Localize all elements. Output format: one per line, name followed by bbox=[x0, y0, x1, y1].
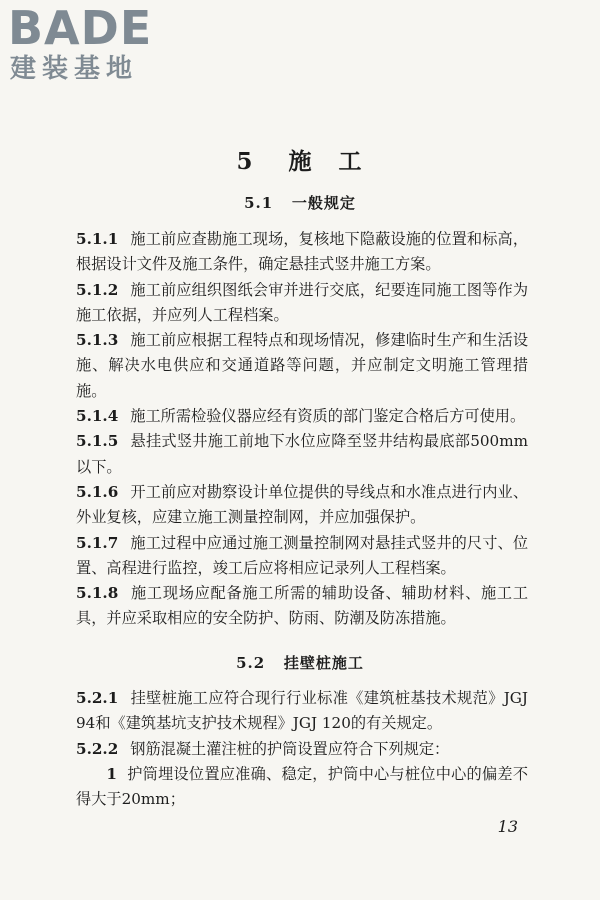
clause-number: 5.1.3 bbox=[76, 331, 119, 350]
clause-5-2-1 bbox=[76, 686, 528, 737]
clause-text: 钢筋混凝土灌注桩的护筒设置应符合下列规定： bbox=[130, 739, 450, 758]
clause-number: 5.1.2 bbox=[76, 280, 119, 299]
page-number: 13 bbox=[497, 817, 518, 836]
clause-number: 5.1.1 bbox=[76, 230, 119, 248]
clause-5-1-7 bbox=[76, 531, 528, 582]
logo-text-en: BADE bbox=[8, 1, 153, 55]
clause-5-1-5 bbox=[76, 429, 528, 480]
clause-5-1-3 bbox=[76, 328, 528, 404]
clause-number: 5.1.5 bbox=[76, 432, 119, 451]
section-number: 5.2 bbox=[236, 654, 266, 672]
logo bbox=[8, 1, 178, 88]
section-5-1-clauses bbox=[76, 227, 528, 632]
clause-number: 5.2.2 bbox=[76, 739, 119, 758]
chapter-name: 施 工 bbox=[288, 148, 364, 175]
section-title-5-2 bbox=[0, 652, 600, 673]
clause-5-2-2 bbox=[76, 737, 528, 762]
clause-text: 施工过程中应通过施工测量控制网对悬挂式竖井的尺寸、位置、高程进行监控，竣工后应将相应记录列人工程档案。 bbox=[76, 533, 528, 577]
chapter-number: 5 bbox=[236, 148, 255, 175]
section-name: 一般规定 bbox=[291, 194, 356, 212]
clause-text: 施工所需检验仪器应经有资质的部门鉴定合格后方可使用。 bbox=[130, 407, 526, 426]
clause-text: 开工前应对勘察设计单位提供的导线点和水准点进行内业、外业复核，应建立施工测量控制网，并应加强保护。 bbox=[76, 482, 528, 527]
clause-text: 施工前应组织图纸会审并进行交底，纪要连同施工图等作为施工依据，并应列人工程档案。 bbox=[76, 280, 528, 324]
section-5-2-clauses bbox=[76, 686, 528, 812]
section-title-5-1 bbox=[0, 192, 600, 213]
clause-5-1-8 bbox=[76, 581, 528, 632]
clause-5-1-2 bbox=[76, 278, 528, 329]
clause-text: 施工前应根据工程特点和现场情况，修建临时生产和生活设施、解决水电供应和交通道路等问题，并应制定文明施工管理措施。 bbox=[76, 331, 528, 400]
logo-text-cn: 建装基地 bbox=[10, 54, 139, 84]
clause-5-2-2-item-1 bbox=[76, 762, 528, 813]
section-name: 挂壁桩施工 bbox=[283, 654, 364, 672]
clause-5-1-1 bbox=[76, 227, 528, 278]
clause-text: 护筒埋设位置应准确、稳定，护筒中心与桩位中心的偏差不得大于20mm； bbox=[76, 764, 528, 809]
clause-text: 挂壁桩施工应符合现行行业标准《建筑桩基技术规范》JGJ 94和《建筑基坑支护技术规程》JGJ 120的有关规定。 bbox=[76, 689, 528, 733]
clause-number: 5.1.6 bbox=[76, 482, 119, 501]
clause-number: 5.2.1 bbox=[76, 689, 119, 707]
clause-number: 5.1.7 bbox=[76, 533, 119, 552]
clause-text: 施工前应查勘施工现场，复核地下隐蔽设施的位置和标高，根据设计文件及施工条件，确定悬挂式竖井施工方案。 bbox=[76, 230, 528, 274]
clause-5-1-4 bbox=[76, 404, 528, 429]
clause-text: 悬挂式竖井施工前地下水位应降至竖井结构最底部500mm以下。 bbox=[76, 432, 528, 476]
item-number: 1 bbox=[106, 764, 117, 783]
chapter-title bbox=[0, 143, 600, 176]
clause-number: 5.1.8 bbox=[76, 584, 119, 603]
section-number: 5.1 bbox=[244, 194, 274, 212]
clause-number: 5.1.4 bbox=[76, 407, 119, 426]
clause-5-1-6 bbox=[76, 480, 528, 531]
clause-text: 施工现场应配备施工所需的辅助设备、辅助材料、施工工具，并应采取相应的安全防护、防雨、防潮及防冻措施。 bbox=[76, 584, 528, 628]
